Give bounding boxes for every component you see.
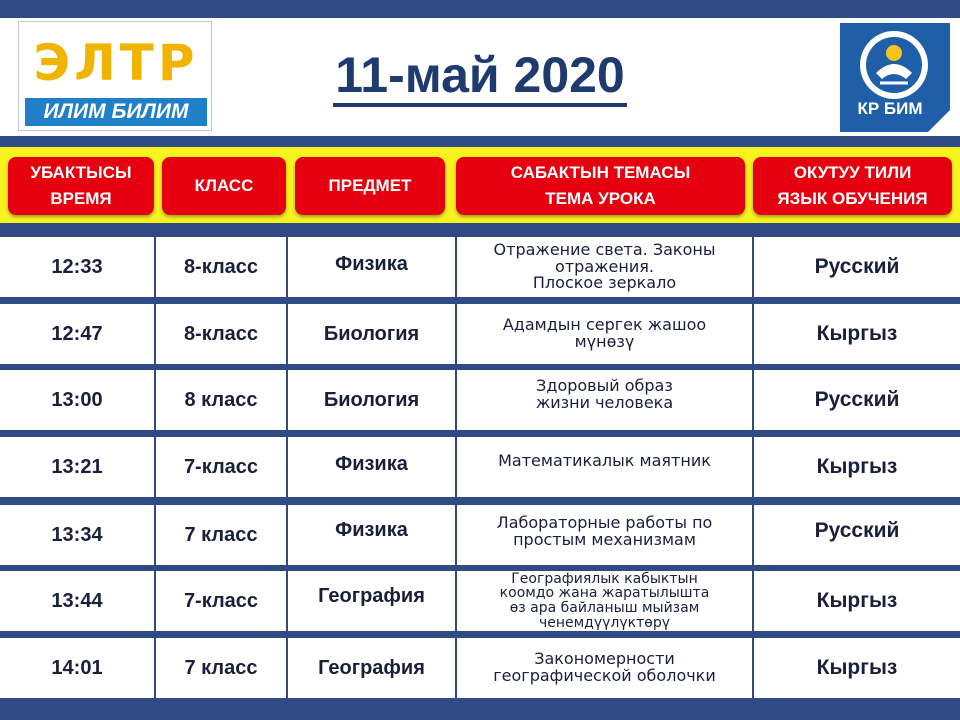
cell-topic: Здоровый образ жизни человека xyxy=(535,376,674,412)
cell-class: 8 класс xyxy=(184,388,258,411)
table-row xyxy=(0,370,960,430)
eltr-logo xyxy=(18,21,212,131)
cell-class: 8-класс xyxy=(183,255,259,278)
cell-subject: География xyxy=(318,585,425,607)
column-header-language: ОКУТУУ ТИЛИ ЯЗЫК ОБУЧЕНИЯ xyxy=(753,157,952,215)
table-row xyxy=(0,638,960,698)
ministry-logo-text: КР БИМ xyxy=(857,99,923,118)
logo-wordmark: ЭЛТР xyxy=(33,34,199,92)
cell-language: Русский xyxy=(814,255,900,278)
cell-time: 13:34 xyxy=(51,523,103,546)
table-row xyxy=(0,505,960,565)
cell-language: Кыргыз xyxy=(816,656,898,679)
cell-class: 7-класс xyxy=(183,455,259,478)
cell-language: Русский xyxy=(814,388,900,411)
cell-class: 7-класс xyxy=(183,589,259,612)
cell-time: 12:47 xyxy=(51,322,103,345)
cell-topic: Адамдын сергек жашоо мүнөзү xyxy=(502,315,707,351)
cell-time: 13:21 xyxy=(51,455,103,478)
cell-subject: Биология xyxy=(323,388,420,411)
top-bar xyxy=(0,0,960,18)
cell-class: 7 класс xyxy=(184,523,258,546)
cell-language: Русский xyxy=(814,519,900,542)
cell-subject: Физика xyxy=(335,453,408,475)
cell-subject: Биология xyxy=(323,322,420,345)
cell-language: Кыргыз xyxy=(816,322,898,345)
ministry-logo xyxy=(840,23,950,132)
cell-language: Кыргыз xyxy=(816,589,898,612)
cell-class: 8-класс xyxy=(183,322,259,345)
table-row xyxy=(0,437,960,497)
table-row xyxy=(0,237,960,297)
table-row xyxy=(0,304,960,364)
page-fold-icon xyxy=(928,110,950,132)
cell-time: 14:01 xyxy=(51,656,103,679)
column-header-class: КЛАСС xyxy=(162,157,286,215)
cell-time: 13:44 xyxy=(51,589,103,612)
cell-class: 7 класс xyxy=(184,656,258,679)
cell-subject: Физика xyxy=(335,519,408,541)
column-header-band xyxy=(0,144,960,226)
cell-language: Кыргыз xyxy=(816,455,898,478)
table-row xyxy=(0,571,960,631)
page-title xyxy=(300,46,660,104)
cell-topic: Отражение света. Законы отражения. Плоское зеркало xyxy=(493,239,716,293)
header xyxy=(0,18,960,136)
column-header-time: УБАКТЫСЫ ВРЕМЯ xyxy=(8,157,154,215)
cell-subject: Физика xyxy=(335,253,408,275)
column-header-subject: ПРЕДМЕТ xyxy=(295,157,445,215)
page-title-text: 11-май 2020 xyxy=(333,47,627,107)
logo-band: ИЛИМ БИЛИМ xyxy=(25,98,207,126)
cell-topic: Математикалык маятник xyxy=(498,451,711,470)
emblem-icon xyxy=(858,29,930,101)
cell-subject: География xyxy=(318,656,425,679)
cell-topic: Географиялык кабыктын коомдо жана жаратылышта өз ара байланыш мыйзам ченемдүүлүктөрү xyxy=(499,570,710,631)
cell-topic: Лабораторные работы по простым механизмам xyxy=(496,513,713,549)
column-header-topic: САБАКТЫН ТЕМАСЫ ТЕМА УРОКА xyxy=(456,157,745,215)
cell-time: 13:00 xyxy=(51,388,103,411)
cell-time: 12:33 xyxy=(51,255,103,278)
header-separator xyxy=(0,136,960,144)
cell-topic: Закономерности географической оболочки xyxy=(493,649,716,685)
